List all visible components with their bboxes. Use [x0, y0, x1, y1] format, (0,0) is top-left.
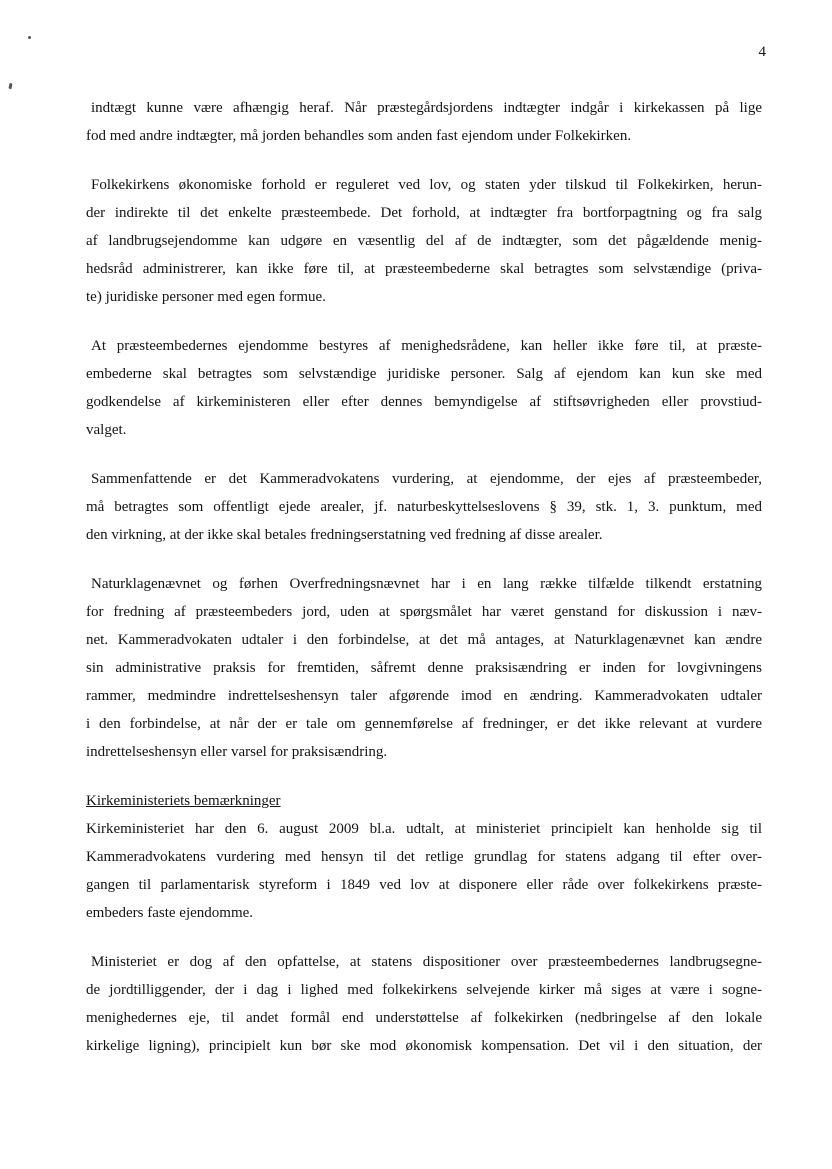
text-line: indtægt kunne være afhængig heraf. Når præstegårdsjordens indtægter indgår i kirkekassen på lige [91, 100, 762, 116]
text-line: de jordtilliggender, der i dag i lighed med folkekirkens selvejende kirker må siges at være i sogne- [86, 982, 762, 998]
text-line: for fredning af præsteembeders jord, uden at spørgsmålet har været genstand for diskussion i næv- [86, 604, 762, 620]
text-line: menighedernes eje, til andet formål end understøttelse af folkekirken (nedbringelse af den lokale [86, 1010, 762, 1026]
text-line: af landbrugsejendomme kan udgøre en væsentlig del af de indtægter, som det pågældende menig- [86, 233, 762, 249]
document-body [86, 94, 762, 1081]
text-line: embeders faste ejendomme. [86, 905, 254, 921]
paragraph-3 [86, 332, 762, 444]
text-line: te) juridiske personer med egen formue. [86, 289, 326, 305]
text-line: Kirkeministeriet har den 6. august 2009 bl.a. udtalt, at ministeriet principielt kan henholde sig til [86, 821, 762, 837]
text-line: godkendelse af kirkeministeren eller efter dennes bemyndigelse af stiftsøvrigheden eller provstiud- [86, 394, 762, 410]
text-line: net. Kammeradvokaten udtaler i den forbindelse, at det må antages, at Naturklagenævnet kan ændre [86, 632, 762, 648]
text-line: valget. [86, 422, 127, 438]
text-line: Sammenfattende er det Kammeradvokatens vurdering, at ejendomme, der ejes af præsteembeder, [91, 471, 762, 487]
text-line: Kammeradvokatens vurdering med hensyn til det retlige grundlag for statens adgang til efter over- [86, 849, 762, 865]
text-line: den virkning, at der ikke skal betales fredningserstatning ved fredning af disse arealer. [86, 527, 603, 543]
text-line: embederne skal betragtes som selvstændige juridiske personer. Salg af ejendom kan kun ske med [86, 366, 762, 382]
text-line: fod med andre indtægter, må jorden behandles som anden fast ejendom under Folkekirken. [86, 128, 632, 144]
text-line: kirkelige ligning), principielt kun bør ske mod økonomisk kompensation. Det vil i den situation, der [86, 1038, 762, 1054]
text-line: der indirekte til det enkelte præsteembede. Det forhold, at indtægter fra bortforpagtning og fra salg [86, 205, 762, 221]
text-line: hedsråd administrerer, kan ikke føre til, at præsteembederne skal betragtes som selvstændige (priva- [86, 261, 762, 277]
text-line: må betragtes som offentligt ejede arealer, jf. naturbeskyttelseslovens § 39, stk. 1, 3. punktum, med [86, 499, 762, 515]
text-line: rammer, medmindre indrettelseshensyn taler afgørende imod en ændring. Kammeradvokaten udtaler [86, 688, 762, 704]
section-heading: Kirkeministeriets bemærkninger [86, 793, 281, 809]
text-line: gangen til parlamentarisk styreform i 1849 ved lov at disponere eller råde over folkekirkens præste- [86, 877, 762, 893]
paragraph-4 [86, 465, 762, 549]
text-line: sin administrative praksis for fremtiden, såfremt denne praksisændring er inden for lovgivningens [86, 660, 762, 676]
paragraph-6 [86, 815, 762, 927]
scan-artifact-dot [28, 36, 31, 39]
paragraph-5 [86, 570, 762, 766]
scan-artifact-mark [8, 83, 12, 89]
paragraph-2 [86, 171, 762, 311]
text-line: i den forbindelse, at når der er tale om gennemførelse af fredninger, er det ikke relevant at vurdere [86, 716, 762, 732]
text-line: Ministeriet er dog af den opfattelse, at statens dispositioner over præsteembedernes landbrugsegne- [91, 954, 762, 970]
text-line: indrettelseshensyn eller varsel for praksisændring. [86, 744, 388, 760]
page-number: 4 [758, 44, 766, 60]
text-line: Naturklagenævnet og førhen Overfredningsnævnet har i en lang række tilfælde tilkendt erstatning [91, 576, 762, 592]
text-line: Folkekirkens økonomiske forhold er reguleret ved lov, og staten yder tilskud til Folkekirken, herun- [91, 177, 762, 193]
text-line: At præsteembedernes ejendomme bestyres af menighedsrådene, kan heller ikke føre til, at præste- [91, 338, 762, 354]
paragraph-1 [86, 94, 762, 150]
paragraph-7 [86, 948, 762, 1060]
